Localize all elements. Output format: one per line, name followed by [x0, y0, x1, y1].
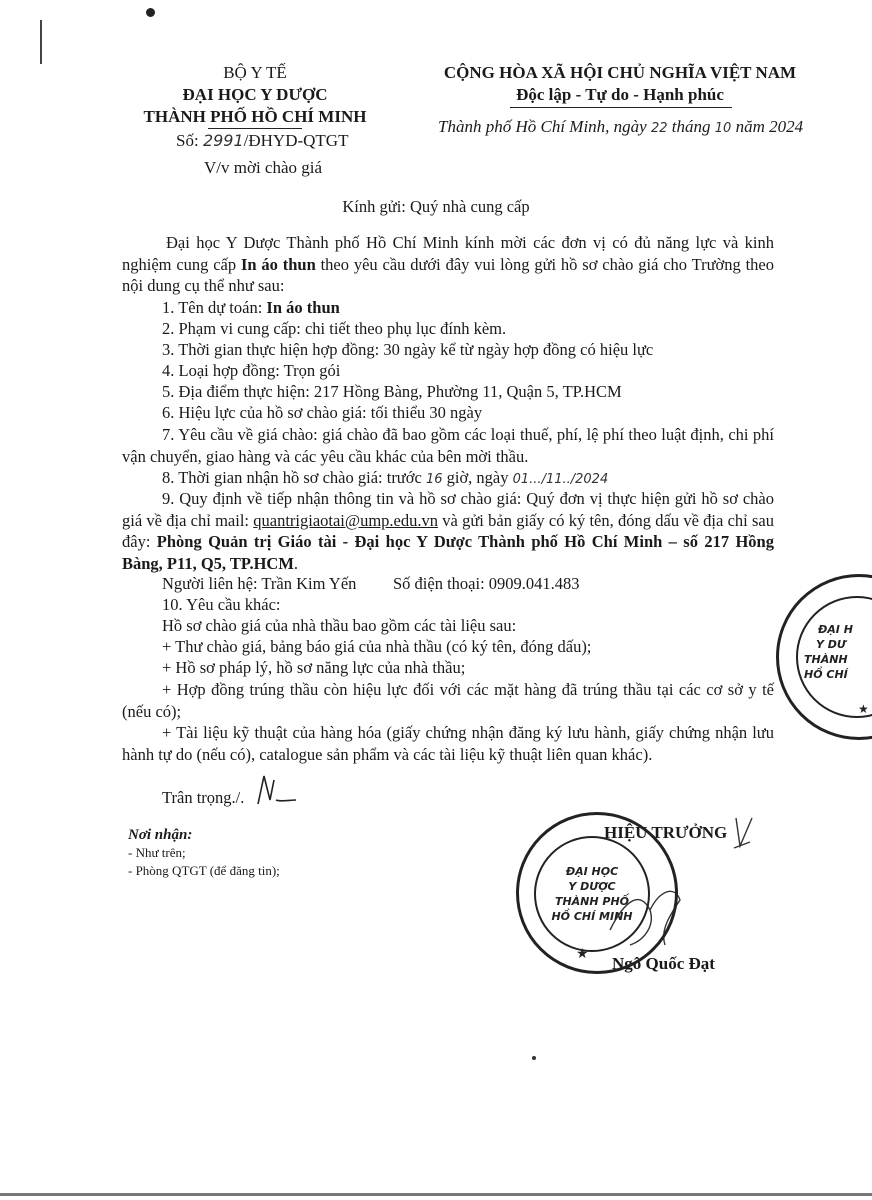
country-name: CỘNG HÒA XÃ HỘI CHỦ NGHĨA VIỆT NAM: [443, 63, 797, 82]
edge-stamp-star-icon: ★: [858, 702, 869, 716]
item-10-intro: Hồ sơ chào giá của nhà thầu bao gồm các tài liệu sau:: [162, 616, 517, 635]
date-month: 10: [714, 121, 732, 136]
scan-artifact-dot: [146, 8, 155, 17]
stamp-line-3: THÀNH PHỐ: [554, 895, 630, 908]
month-label: tháng: [671, 117, 711, 136]
signature-check-mark: [730, 812, 760, 852]
subject-line: V/v mời chào giá: [204, 158, 323, 177]
national-motto: Độc lập - Tự do - Hạnh phúc: [516, 85, 724, 104]
recipients-line-2: - Phòng QTGT (để đăng tin);: [128, 863, 280, 878]
stamp-line-1: ĐẠI HỌC: [565, 865, 619, 878]
item-9-end: .: [293, 553, 299, 573]
recipients-block: [128, 826, 280, 880]
item-1: [162, 297, 340, 319]
right-header: [420, 62, 820, 106]
signer-title: HIỆU TRƯỞNG: [604, 823, 728, 842]
date-day: 22: [650, 121, 668, 136]
submission-address: Phòng Quản trị Giáo tài - Đại học Y Dược Thành phố Hồ Chí Minh – số 217 Hồng Bàng, P11, Q5, TP.HCM: [122, 532, 774, 573]
stamp-text: [544, 864, 640, 924]
edge-stamp-line-4: HỒ CHÍ: [804, 668, 848, 681]
item-3: 3. Thời gian thực hiện hợp đồng: 30 ngày kể từ ngày hợp đồng có hiệu lực: [162, 340, 654, 359]
document-number: [176, 130, 348, 152]
recipients-title: Nơi nhận:: [128, 827, 193, 843]
stamp-star-icon: ★: [576, 947, 589, 962]
issue-date: [438, 116, 818, 140]
date-prefix: Thành phố Hồ Chí Minh, ngày: [438, 117, 647, 136]
recipients-line-1: - Như trên;: [128, 845, 186, 860]
item-9-part2: và gửi bản giấy có ký tên, đóng dấu về địa chỉ sau đây:: [122, 510, 774, 551]
intro-part1: Đại học Y Dược Thành phố Hồ Chí Minh kính mời các đơn vị có đủ năng lực và kinh nghiệm cung cấp: [122, 233, 774, 274]
document-requirement-2: + Hồ sơ pháp lý, hồ sơ năng lực của nhà thầu;: [162, 658, 466, 677]
item-1-value: In áo thun: [266, 298, 340, 317]
number-suffix: /ĐHYD-QTGT: [243, 131, 349, 150]
scan-artifact-line: [40, 20, 42, 64]
university-name-line1: ĐẠI HỌC Y DƯỢC: [182, 85, 328, 104]
edge-stamp-text: [804, 622, 853, 682]
item-9-part1: 9. Quy định về tiếp nhận thông tin và hồ sơ chào giá: Quý đơn vị thực hiện gửi hồ sơ chào giá về địa chỉ mail:: [122, 489, 774, 530]
ministry-name: BỘ Y TẾ: [223, 63, 287, 82]
item-8-prefix: 8. Thời gian nhận hồ sơ chào giá: trước: [162, 468, 426, 487]
item-5: 5. Địa điểm thực hiện: 217 Hồng Bàng, Phường 11, Quận 5, TP.HCM: [162, 382, 622, 401]
initial-signature-mark: [250, 770, 310, 810]
item-8-date: 01.../11../2024: [512, 472, 609, 487]
contact-phone: Số điện thoại: 0909.041.483: [393, 574, 580, 593]
item-2: 2. Phạm vi cung cấp: chi tiết theo phụ lục đính kèm.: [162, 319, 507, 338]
left-header: [110, 62, 400, 128]
signer-name: Ngô Quốc Đạt: [612, 954, 715, 973]
university-name-line2: THÀNH PHỐ HỒ CHÍ MINH: [143, 107, 367, 126]
item-7: 7. Yêu cầu về giá chào: giá chào đã bao gồm các loại thuế, phí, lệ phí theo luật định, chi phí vận chuyển, giao hàng và các yêu cầu khác của bên mời thầu.: [122, 425, 774, 466]
item-8-hour: 16: [425, 472, 443, 487]
stamp-line-2: Y DƯỢC: [568, 880, 616, 893]
item-1-label: 1. Tên dự toán:: [162, 298, 267, 317]
recipient-line: Kính gửi: Quý nhà cung cấp: [342, 197, 530, 216]
scan-artifact-bottom-edge: [0, 1193, 872, 1196]
stamp-line-4: HỒ CHÍ MINH: [551, 910, 633, 923]
item-10: 10. Yêu cầu khác:: [162, 595, 281, 614]
edge-stamp-line-1: ĐẠI H: [818, 623, 853, 636]
scan-artifact-small-dot: [532, 1056, 536, 1060]
document-requirement-4: + Tài liệu kỹ thuật của hàng hóa (giấy chứng nhận đăng ký lưu hành, giấy chứng nhận lưu hành tự do (nếu có), catalogue sản phẩm và các tài liệu kỹ thuật liên quan khác).: [122, 723, 774, 764]
number-prefix: Số:: [176, 131, 199, 150]
closing-line: Trân trọng./.: [162, 788, 245, 807]
item-8: [162, 467, 608, 491]
intro-part2: theo yêu cầu dưới đây vui lòng gửi hồ sơ chào giá cho Trường theo nội dung cụ thể như sau:: [122, 254, 774, 295]
document-requirement-1: + Thư chào giá, bảng báo giá của nhà thầu (có ký tên, đóng dấu);: [162, 637, 592, 656]
item-8-mid: giờ, ngày: [442, 468, 513, 487]
contact-email-link[interactable]: quantrigiaotai@ump.edu.vn: [253, 510, 438, 530]
intro-paragraph: [122, 232, 774, 297]
item-6: 6. Hiệu lực của hồ sơ chào giá: tối thiểu 30 ngày: [162, 403, 483, 422]
header-underline-right: [510, 107, 732, 108]
edge-stamp-line-2: Y DƯ: [816, 638, 846, 651]
contact-person: Người liên hệ: Trần Kim Yến: [162, 574, 357, 593]
item-4: 4. Loại hợp đồng: Trọn gói: [162, 361, 341, 380]
intro-bold-item: In áo thun: [240, 254, 316, 274]
number-handwritten: 2991: [202, 131, 244, 150]
document-requirement-3: + Hợp đồng trúng thầu còn hiệu lực đối với các mặt hàng đã trúng thầu tại các cơ sở y tế (nếu có);: [122, 680, 774, 721]
item-9: [122, 488, 774, 574]
edge-stamp-line-3: THÀNH: [804, 653, 848, 666]
header-underline-left: [208, 128, 302, 129]
year-label: năm 2024: [735, 117, 804, 136]
